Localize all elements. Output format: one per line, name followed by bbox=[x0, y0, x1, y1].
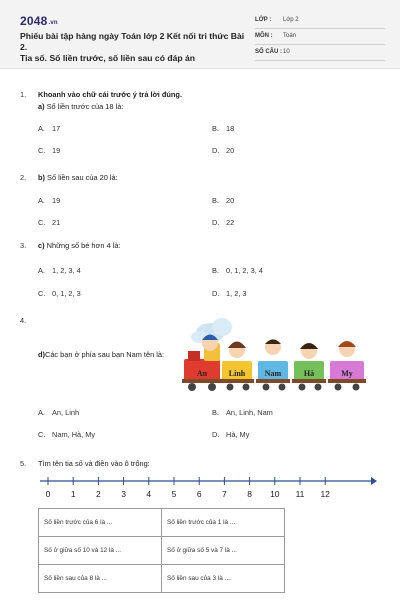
question-body: Những số bé hơn 4 là: bbox=[44, 241, 121, 250]
option-letter: C. bbox=[38, 430, 46, 439]
number-line-label: 3 bbox=[121, 489, 126, 499]
option-letter: B. bbox=[212, 266, 219, 275]
number-line-label: 10 bbox=[270, 489, 280, 499]
child-linh bbox=[228, 342, 246, 359]
option-letter: C. bbox=[38, 218, 46, 227]
option-text: 0, 1, 2, 3 bbox=[52, 289, 81, 298]
question-body: Số liền trước của 18 là: bbox=[44, 102, 124, 111]
option-d[interactable] bbox=[212, 289, 247, 298]
option-letter: C. bbox=[38, 146, 46, 155]
option-letter: C. bbox=[38, 289, 46, 298]
table-row bbox=[39, 537, 285, 565]
train-name-ha: Hà bbox=[303, 369, 315, 378]
meta-value: Lớp 2 bbox=[283, 17, 299, 23]
number-line bbox=[38, 473, 378, 503]
question-number: 4. bbox=[20, 316, 27, 325]
table-row bbox=[39, 565, 285, 593]
question-body: Số liền sau của 20 là: bbox=[44, 173, 118, 182]
child-my bbox=[338, 341, 356, 357]
question-text bbox=[38, 241, 121, 250]
meta-box bbox=[255, 13, 385, 61]
table-cell[interactable]: Số liền trước của 6 là ... bbox=[39, 509, 162, 537]
option-letter: B. bbox=[212, 124, 219, 133]
arrow-right-icon bbox=[371, 477, 377, 485]
question-text bbox=[38, 102, 123, 111]
option-d[interactable] bbox=[212, 218, 234, 227]
logo-suffix: .vn bbox=[48, 20, 58, 26]
meta-label: SỐ CÂU : bbox=[255, 49, 282, 55]
number-line-label: 5 bbox=[171, 489, 177, 499]
option-text: 19 bbox=[52, 146, 61, 155]
site-logo[interactable] bbox=[20, 14, 58, 28]
option-a[interactable] bbox=[38, 266, 81, 275]
worksheet-title bbox=[20, 31, 245, 64]
question-label: a) bbox=[38, 102, 45, 111]
worksheet-header bbox=[0, 0, 400, 69]
number-line-label: 7 bbox=[222, 489, 227, 499]
question-label: d) bbox=[38, 350, 45, 359]
train-name-linh: Linh bbox=[228, 369, 246, 378]
option-text: An, Linh bbox=[52, 408, 80, 417]
option-text: Hà, My bbox=[226, 430, 250, 439]
instruction: Khoanh vào chữ cái trước ý trả lời đúng. bbox=[38, 90, 183, 99]
meta-row-subject bbox=[255, 29, 385, 45]
option-b[interactable] bbox=[212, 196, 234, 205]
option-a[interactable] bbox=[38, 124, 60, 133]
option-letter: D. bbox=[212, 430, 220, 439]
option-text: 20 bbox=[226, 196, 235, 205]
option-letter: A. bbox=[38, 196, 45, 205]
number-line-label: 12 bbox=[320, 489, 330, 499]
option-text: 1, 2, 3 bbox=[226, 289, 247, 298]
option-text: 20 bbox=[226, 146, 235, 155]
table-cell[interactable]: Số ở giữa số 10 và 12 là ... bbox=[39, 537, 162, 565]
option-letter: D. bbox=[212, 289, 220, 298]
option-letter: A. bbox=[38, 124, 45, 133]
table-cell[interactable]: Số ở giữa số 5 và 7 là ... bbox=[162, 537, 285, 565]
table-row bbox=[39, 509, 285, 537]
option-d[interactable] bbox=[212, 146, 234, 155]
wheels bbox=[188, 383, 360, 391]
option-text: Nam, Hà, My bbox=[52, 430, 96, 439]
number-line-ticks bbox=[46, 477, 331, 499]
child-nam bbox=[265, 339, 281, 355]
question-number: 2. bbox=[20, 173, 27, 182]
question-number: 3. bbox=[20, 241, 27, 250]
option-text: 19 bbox=[52, 196, 61, 205]
meta-label: LỚP : bbox=[255, 17, 272, 23]
option-text: 0, 1, 2, 3, 4 bbox=[226, 266, 263, 275]
number-line-label: 4 bbox=[146, 489, 152, 499]
meta-label: MÔN : bbox=[255, 33, 273, 39]
table-cell[interactable]: Số liền sau của 8 là ... bbox=[39, 565, 162, 593]
question-text bbox=[38, 173, 118, 182]
meta-value: Toán bbox=[283, 33, 297, 39]
question-number: 1. bbox=[20, 90, 27, 99]
title-line-1: Phiếu bài tập hàng ngày Toán lớp 2 Kết nối tri thức Bài 2. bbox=[20, 31, 245, 52]
option-text: 21 bbox=[52, 218, 61, 227]
train-illustration bbox=[180, 313, 370, 403]
number-line-label: 11 bbox=[295, 489, 305, 499]
option-b[interactable] bbox=[212, 124, 234, 133]
option-text: An, Linh, Nam bbox=[226, 408, 273, 417]
question-text: Tìm tên tia số và điền vào ô trống: bbox=[38, 459, 150, 468]
option-a[interactable] bbox=[38, 408, 79, 417]
option-c[interactable] bbox=[38, 289, 81, 298]
table-cell[interactable]: Số liền trước của 1 là ... bbox=[162, 509, 285, 537]
child-ha bbox=[300, 343, 318, 359]
option-c[interactable] bbox=[38, 430, 95, 439]
table-cell[interactable]: Số liền sau của 3 là .... bbox=[162, 565, 285, 593]
option-letter: D. bbox=[212, 218, 220, 227]
number-line-label: 1 bbox=[70, 489, 76, 499]
option-c[interactable] bbox=[38, 146, 60, 155]
option-letter: B. bbox=[212, 408, 219, 417]
number-line-label: 8 bbox=[247, 489, 252, 499]
option-b[interactable] bbox=[212, 408, 273, 417]
meta-row-count bbox=[255, 45, 385, 61]
train-name-an: An bbox=[196, 369, 208, 378]
number-line-label: 2 bbox=[96, 489, 101, 499]
meta-row-grade bbox=[255, 13, 385, 29]
option-c[interactable] bbox=[38, 218, 60, 227]
logo-text: 2048 bbox=[20, 14, 48, 28]
question-body: Các bạn ở phía sau bạn Nam tên là: bbox=[44, 350, 165, 359]
question-label: b) bbox=[38, 173, 45, 182]
option-text: 17 bbox=[52, 124, 61, 133]
train-name-nam: Nam bbox=[264, 369, 282, 378]
number-line-label: 6 bbox=[196, 489, 202, 499]
option-text: 22 bbox=[226, 218, 235, 227]
option-a[interactable] bbox=[38, 196, 60, 205]
question-number: 5. bbox=[20, 459, 27, 468]
option-d[interactable] bbox=[212, 430, 249, 439]
answer-table bbox=[38, 508, 285, 593]
option-letter: A. bbox=[38, 266, 45, 275]
question-label: c) bbox=[38, 241, 45, 250]
option-b[interactable] bbox=[212, 266, 263, 275]
option-letter: B. bbox=[212, 196, 219, 205]
train-name-my: My bbox=[341, 369, 353, 378]
meta-value: 10 bbox=[283, 49, 290, 55]
option-text: 18 bbox=[226, 124, 235, 133]
option-letter: A. bbox=[38, 408, 45, 417]
number-line-label: 0 bbox=[45, 489, 51, 499]
option-text: 1, 2, 3, 4 bbox=[52, 266, 81, 275]
option-letter: D. bbox=[212, 146, 220, 155]
question-text bbox=[38, 350, 164, 359]
title-line-2: Tia số. Số liền trước, số liền sau có đáp án bbox=[20, 53, 196, 63]
